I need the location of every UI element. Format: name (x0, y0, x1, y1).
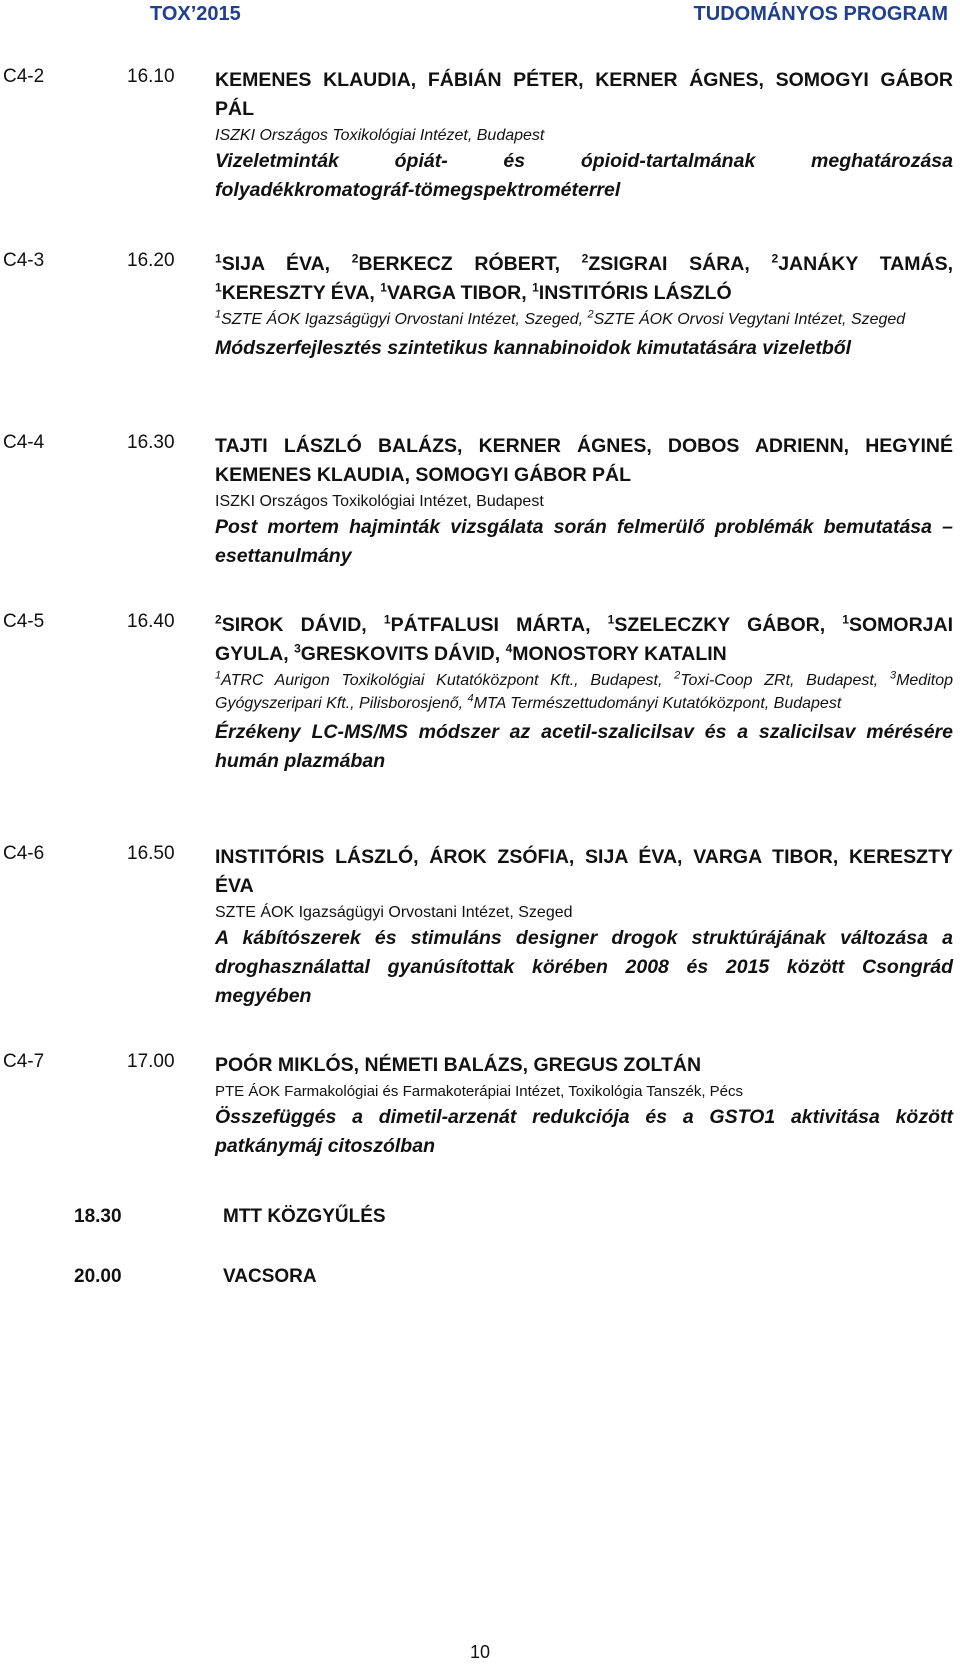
entry-affiliation: $^1$ATRC Aurigon Toxikológiai Kutatóközpont Kft., Budapest, $^2$Toxi-Coop ZRt, Budapest, $^3$Meditop Gyógyszeripari Kft., Pilisborosjenő, $^4$MTA Természettudományi Kutatóközpont, Budapest (215, 669, 953, 712)
entry-time: 16.30 (127, 432, 175, 453)
entry-affiliation: ISZKI Országos Toxikológiai Intézet, Budapest (215, 493, 544, 510)
entry-title: Post mortem hajminták vizsgálata során felmerülő problémák bemutatása – esettanulmány (215, 516, 953, 567)
entry-authors: $^2$SIROK DÁVID, $^1$PÁTFALUSI MÁRTA, $^1$SZELECZKY GÁBOR, $^1$SOMORJAI GYULA, $^3$GRESKOVITS DÁVID, $^4$MONOSTORY KATALIN (215, 612, 953, 665)
entry-title: Összefüggés a dimetil-arzenát redukciója és a GSTO1 aktivitása között patkánymáj citoszólban (215, 1106, 953, 1157)
entry-time: 16.50 (127, 843, 175, 864)
entry-affiliation: $^1$SZTE ÁOK Igazságügyi Orvostani Intézet, Szeged, $^2$SZTE ÁOK Orvosi Vegytani Intézet, Szeged (215, 308, 906, 328)
entry-code: C4-3 (3, 250, 45, 271)
entry-title: Módszerfejlesztés szintetikus kannabinoidok kimutatására vizeletből (215, 337, 852, 359)
entry-time: 16.40 (127, 611, 175, 632)
extra-time: 18.30 (74, 1206, 122, 1227)
entry-code: C4-2 (3, 66, 45, 87)
header-left: TOX’2015 (150, 3, 241, 25)
entry-code: C4-7 (3, 1051, 45, 1072)
entry-affiliation: PTE ÁOK Farmakológiai és Farmakoterápiai Intézet, Toxikológia Tanszék, Pécs (215, 1083, 744, 1100)
extra-label: VACSORA (223, 1266, 317, 1287)
entry-affiliation: SZTE ÁOK Igazságügyi Orvostani Intézet, Szeged (215, 904, 573, 921)
entry-code: C4-6 (3, 843, 45, 864)
entry-authors: $^1$SIJA ÉVA, $^2$BERKECZ RÓBERT, $^2$ZSIGRAI SÁRA, $^2$JANÁKY TAMÁS, $^1$KERESZTY ÉVA, $^1$VARGA TIBOR, $^1$INSTITÓRIS LÁSZLÓ (215, 251, 953, 304)
entry-code: C4-4 (3, 432, 45, 453)
extra-time: 20.00 (74, 1266, 122, 1287)
entry-authors: INSTITÓRIS LÁSZLÓ, ÁROK ZSÓFIA, SIJA ÉVA, VARGA TIBOR, KERESZTY ÉVA (215, 846, 953, 897)
entry-authors: KEMENES KLAUDIA, FÁBIÁN PÉTER, KERNER ÁGNES, SOMOGYI GÁBOR PÁL (215, 69, 953, 120)
entry-time: 17.00 (127, 1051, 175, 1072)
entry-time: 16.20 (127, 250, 175, 271)
entry-title: Érzékeny LC-MS/MS módszer az acetil-szalicilsav és a szalicilsav mérésére humán plazmában (215, 721, 953, 772)
entry-affiliation: ISZKI Országos Toxikológiai Intézet, Budapest (215, 127, 545, 144)
extra-label: MTT KÖZGYŰLÉS (223, 1206, 386, 1227)
header-right: TUDOMÁNYOS PROGRAM (693, 3, 948, 25)
entry-title: A kábítószerek és stimuláns designer drogok struktúrájának változása a droghasználattal gyanúsítottak körében 2008 és 2015 között Csongrád megyében (215, 927, 953, 1007)
entry-title: Vizeletminták ópiát- és ópioid-tartalmának meghatározása folyadékkromatográf-tömegspektrométerrel (215, 150, 953, 201)
entry-authors: TAJTI LÁSZLÓ BALÁZS, KERNER ÁGNES, DOBOS ADRIENN, HEGYINÉ KEMENES KLAUDIA, SOMOGYI GÁBOR PÁL (215, 435, 953, 486)
page-header (0, 0, 960, 34)
entry-authors: POÓR MIKLÓS, NÉMETI BALÁZS, GREGUS ZOLTÁN (215, 1054, 702, 1076)
entry-time: 16.10 (127, 66, 175, 87)
entry-code: C4-5 (3, 611, 45, 632)
page-number: 10 (470, 1642, 491, 1662)
